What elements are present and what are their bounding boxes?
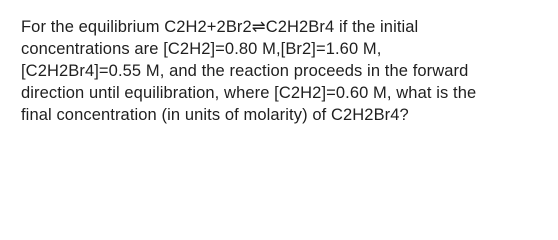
question-line-1: For the equilibrium C2H2+2Br2⇌C2H2Br4 if the initial: [21, 18, 419, 36]
question-line-4: direction until equilibration, where [C2H2]=0.60 M, what is the: [21, 84, 477, 102]
question-line-5: final concentration (in units of molarity) of C2H2Br4?: [21, 106, 409, 124]
question-line-3: [C2H2Br4]=0.55 M, and the reaction proceeds in the forward: [21, 62, 469, 80]
question-text: [21, 16, 549, 126]
question-line-2: concentrations are [C2H2]=0.80 M,[Br2]=1.60 M,: [21, 40, 382, 58]
